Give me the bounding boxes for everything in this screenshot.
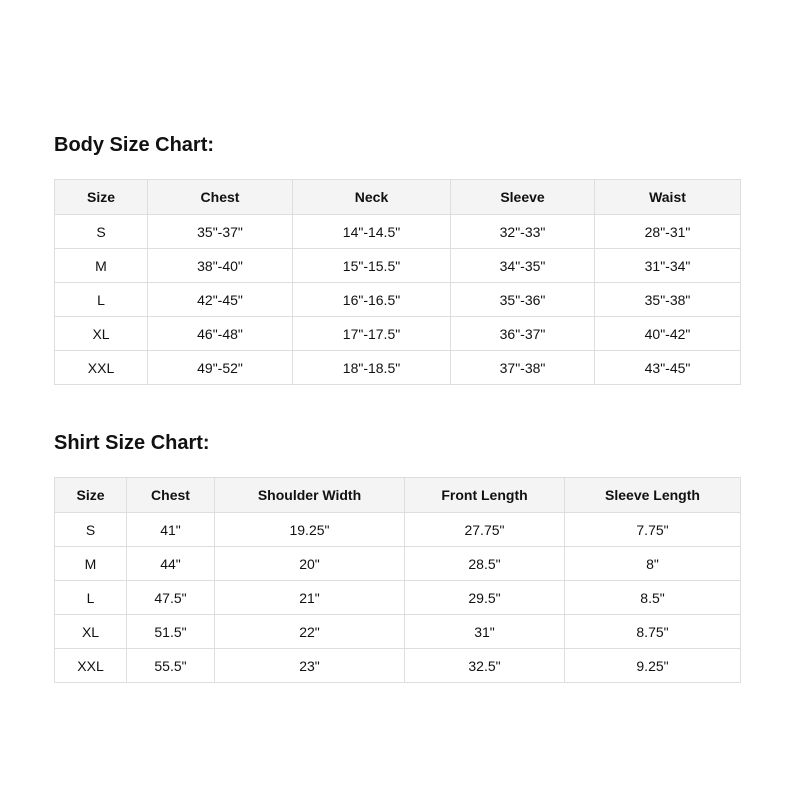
table-cell: 38"-40" bbox=[148, 249, 293, 283]
table-cell: 35"-37" bbox=[148, 215, 293, 249]
header-cell: Sleeve bbox=[451, 180, 595, 215]
table-row bbox=[55, 215, 741, 249]
table-cell: 36"-37" bbox=[451, 317, 595, 351]
table-cell: 49"-52" bbox=[148, 351, 293, 385]
body-size-table bbox=[54, 179, 741, 385]
table-cell: XXL bbox=[55, 351, 148, 385]
header-cell: Chest bbox=[148, 180, 293, 215]
header-cell: Size bbox=[55, 180, 148, 215]
table-cell: 27.75" bbox=[405, 513, 565, 547]
table-cell: 9.25" bbox=[565, 649, 741, 683]
table-cell: 7.75" bbox=[565, 513, 741, 547]
table-row bbox=[55, 249, 741, 283]
table-row bbox=[55, 581, 741, 615]
table-cell: 15"-15.5" bbox=[293, 249, 451, 283]
table-cell: 21" bbox=[215, 581, 405, 615]
table-cell: 23" bbox=[215, 649, 405, 683]
table-cell: 14"-14.5" bbox=[293, 215, 451, 249]
table-cell: XXL bbox=[55, 649, 127, 683]
table-cell: S bbox=[55, 215, 148, 249]
table-row bbox=[55, 317, 741, 351]
table-cell: 8.75" bbox=[565, 615, 741, 649]
table-cell: M bbox=[55, 547, 127, 581]
table-cell: 32.5" bbox=[405, 649, 565, 683]
table-cell: 42"-45" bbox=[148, 283, 293, 317]
table-cell: 8.5" bbox=[565, 581, 741, 615]
table-cell: 40"-42" bbox=[595, 317, 741, 351]
header-cell: Neck bbox=[293, 180, 451, 215]
body-size-chart-section bbox=[54, 130, 740, 385]
table-cell: M bbox=[55, 249, 148, 283]
table-row bbox=[55, 649, 741, 683]
table-cell: 41" bbox=[127, 513, 215, 547]
table-cell: 44" bbox=[127, 547, 215, 581]
table-cell: 17"-17.5" bbox=[293, 317, 451, 351]
table-row bbox=[55, 547, 741, 581]
shirt-size-chart-section bbox=[54, 428, 740, 683]
table-cell: 16"-16.5" bbox=[293, 283, 451, 317]
table-cell: 32"-33" bbox=[451, 215, 595, 249]
table-cell: 37"-38" bbox=[451, 351, 595, 385]
table-cell: 35"-38" bbox=[595, 283, 741, 317]
shirt-size-chart-title: Shirt Size Chart: bbox=[54, 432, 210, 454]
header-cell: Shoulder Width bbox=[215, 478, 405, 513]
body-size-chart-title: Body Size Chart: bbox=[54, 134, 215, 156]
table-cell: 46"-48" bbox=[148, 317, 293, 351]
table-row bbox=[55, 283, 741, 317]
table-cell: 22" bbox=[215, 615, 405, 649]
table-cell: 29.5" bbox=[405, 581, 565, 615]
table-cell: 43"-45" bbox=[595, 351, 741, 385]
table-row bbox=[55, 351, 741, 385]
table-header-row bbox=[55, 180, 741, 215]
header-cell: Chest bbox=[127, 478, 215, 513]
shirt-size-table bbox=[54, 477, 741, 683]
table-cell: 55.5" bbox=[127, 649, 215, 683]
table-cell: 31"-34" bbox=[595, 249, 741, 283]
table-cell: 47.5" bbox=[127, 581, 215, 615]
table-cell: L bbox=[55, 581, 127, 615]
table-row bbox=[55, 513, 741, 547]
table-cell: S bbox=[55, 513, 127, 547]
table-cell: 28"-31" bbox=[595, 215, 741, 249]
table-header-row bbox=[55, 478, 741, 513]
table-cell: 19.25" bbox=[215, 513, 405, 547]
table-cell: 28.5" bbox=[405, 547, 565, 581]
table-cell: 8" bbox=[565, 547, 741, 581]
table-cell: 20" bbox=[215, 547, 405, 581]
table-cell: 51.5" bbox=[127, 615, 215, 649]
table-cell: XL bbox=[55, 615, 127, 649]
header-cell: Waist bbox=[595, 180, 741, 215]
table-cell: 31" bbox=[405, 615, 565, 649]
table-row bbox=[55, 615, 741, 649]
header-cell: Sleeve Length bbox=[565, 478, 741, 513]
table-cell: 35"-36" bbox=[451, 283, 595, 317]
header-cell: Size bbox=[55, 478, 127, 513]
table-cell: 18"-18.5" bbox=[293, 351, 451, 385]
header-cell: Front Length bbox=[405, 478, 565, 513]
table-cell: L bbox=[55, 283, 148, 317]
table-cell: XL bbox=[55, 317, 148, 351]
table-cell: 34"-35" bbox=[451, 249, 595, 283]
